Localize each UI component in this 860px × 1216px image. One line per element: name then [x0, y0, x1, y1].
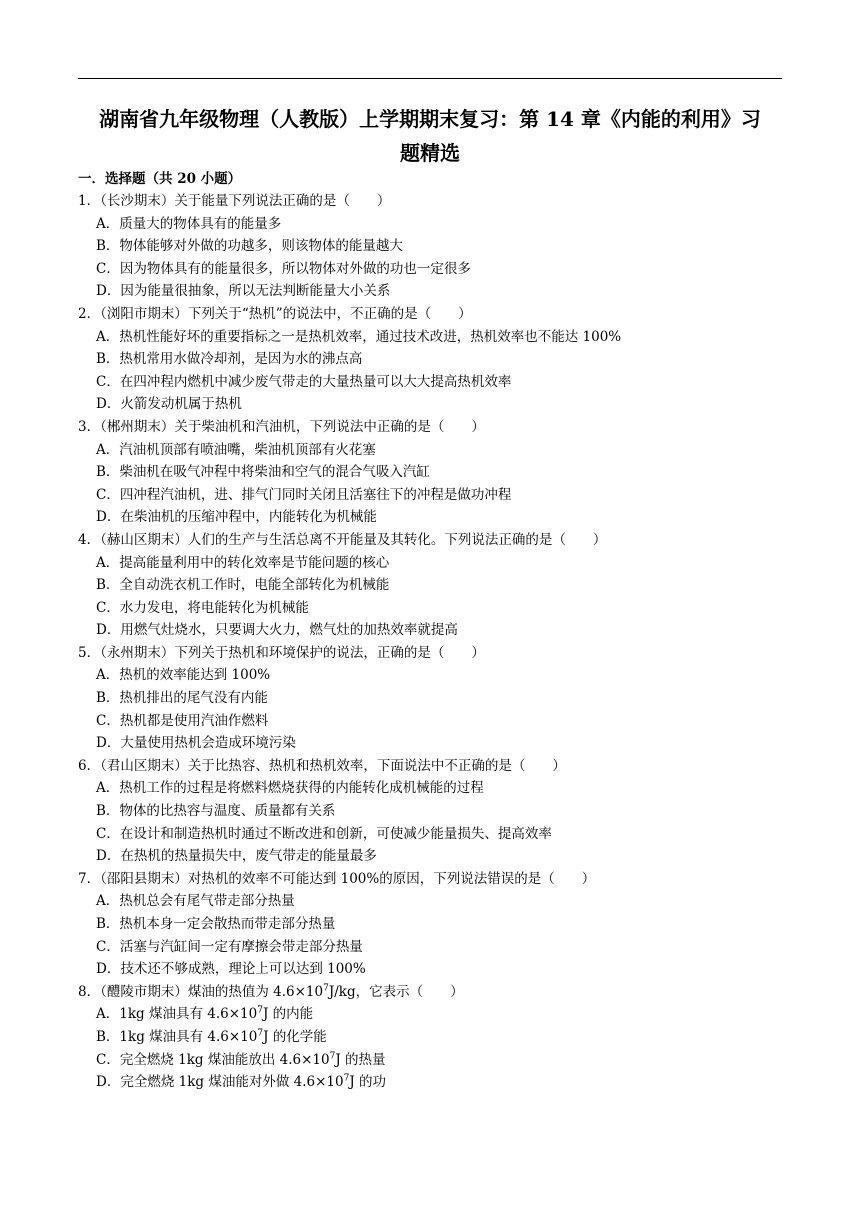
question-7-option-a: A．热机总会有尾气带走部分热量 [96, 893, 295, 910]
question-5-option-d: D．大量使用热机会造成环境污染 [96, 735, 296, 752]
question-2-option-a: A．热机性能好坏的重要指标之一是热机效率，通过技术改进，热机效率也不能达 100% [96, 328, 622, 345]
question-2-option-d: D．火箭发动机属于热机 [96, 396, 242, 413]
question-8-option-d: D．完全燃烧 1kg 煤油能对外做 $4.6\times 10^7J$ 的功 [96, 1073, 387, 1091]
question-7-option-d: D．技术还不够成熟，理论上可以达到 100% [96, 961, 366, 978]
question-3-option-b: B．柴油机在吸气冲程中将柴油和空气的混合气吸入汽缸 [96, 464, 430, 481]
question-7-stem: 7．（邵阳县期末）对热机的效率不可能达到 100%的原因，下列说法错误的是（ ） [78, 870, 596, 887]
question-8-stem: 8．（醴陵市期末）煤油的热值为 $4.6\times 10^7J/kg$，它表示（ ） [78, 983, 464, 1000]
page-title-line-1: 湖南省九年级物理（人教版）上学期期末复习：第 14 章《内能的利用》习 [99, 107, 761, 131]
question-3-stem: 3．（郴州期末）关于柴油机和汽油机，下列说法中正确的是（ ） [78, 418, 485, 435]
question-8-option-c: C．完全燃烧 1kg 煤油能放出 $4.6\times 10^7J$ 的热量 [96, 1051, 386, 1068]
question-6-option-d: D．在热机的热量损失中，废气带走的能量最多 [96, 848, 377, 865]
question-4-option-b: B．全自动洗衣机工作时，电能全部转化为机械能 [96, 577, 390, 594]
section-heading: 一．选择题（共 20 小题） [78, 171, 242, 187]
question-list [78, 190, 782, 1094]
question-1-option-c: C．因为物体具有的能量很多，所以物体对外做的功也一定很多 [96, 260, 471, 277]
question-3-option-d: D．在柴油机的压缩冲程中，内能转化为机械能 [96, 509, 377, 526]
question-6-stem: 6．（君山区期末）关于比热容、热机和热机效率，下面说法中不正确的是（ ） [78, 757, 566, 774]
page-title-line-2: 题精选 [400, 141, 460, 165]
question-8-option-a: A．1kg 煤油具有 $4.6\times 10^7J$ 的内能 [96, 1005, 314, 1023]
question-4-option-d: D．用燃气灶烧水，只要调大火力，燃气灶的加热效率就提高 [96, 622, 458, 639]
question-8-option-b: B．1kg 煤油具有 $4.6\times 10^7J$ 的化学能 [96, 1028, 327, 1045]
question-4-option-a: A．提高能量利用中的转化效率是节能问题的核心 [96, 554, 390, 571]
question-2-option-c: C．在四冲程内燃机中减少废气带走的大量热量可以大大提高热机效率 [96, 373, 512, 390]
question-7-option-b: B．热机本身一定会散热而带走部分热量 [96, 916, 336, 932]
page-title [78, 102, 782, 170]
header-rule [78, 78, 782, 79]
question-2-stem: 2．（浏阳市期末）下列关于“热机”的说法中，不正确的是（ ） [78, 305, 472, 322]
question-5-stem: 5．（永州期末）下列关于热机和环境保护的说法，正确的是（ ） [78, 644, 485, 661]
question-4-option-c: C．水力发电，将电能转化为机械能 [96, 599, 309, 616]
question-3-option-c: C．四冲程汽油机，进、排气门同时关闭且活塞往下的冲程是做功冲程 [96, 486, 512, 503]
question-1-option-d: D．因为能量很抽象，所以无法判断能量大小关系 [96, 283, 391, 300]
question-3-option-a: A．汽油机顶部有喷油嘴，柴油机顶部有火花塞 [96, 441, 376, 458]
question-5-option-c: C．热机都是使用汽油作燃料 [96, 712, 269, 729]
question-6-option-b: B．物体的比热容与温度、质量都有关系 [96, 803, 336, 820]
question-7-option-c: C．活塞与汽缸间一定有摩擦会带走部分热量 [96, 938, 363, 955]
question-4-stem: 4．（赫山区期末）人们的生产与生活总离不开能量及其转化。下列说法正确的是（ ） [78, 531, 607, 548]
question-2-option-b: B．热机常用水做冷却剂，是因为水的沸点高 [96, 351, 363, 368]
question-1-option-b: B．物体能够对外做的功越多，则该物体的能量越大 [96, 238, 403, 255]
question-6-option-a: A．热机工作的过程是将燃料燃烧获得的内能转化成机械能的过程 [96, 780, 484, 797]
question-5-option-b: B．热机排出的尾气没有内能 [96, 690, 268, 707]
question-6-option-c: C．在设计和制造热机时通过不断改进和创新，可使减少能量损失、提高效率 [96, 825, 552, 842]
question-1-option-a: A．质量大的物体具有的能量多 [96, 215, 282, 232]
question-1-stem: 1．（长沙期末）关于能量下列说法正确的是（ ） [78, 193, 391, 209]
question-5-option-a: A．热机的效率能达到 100% [96, 667, 271, 684]
